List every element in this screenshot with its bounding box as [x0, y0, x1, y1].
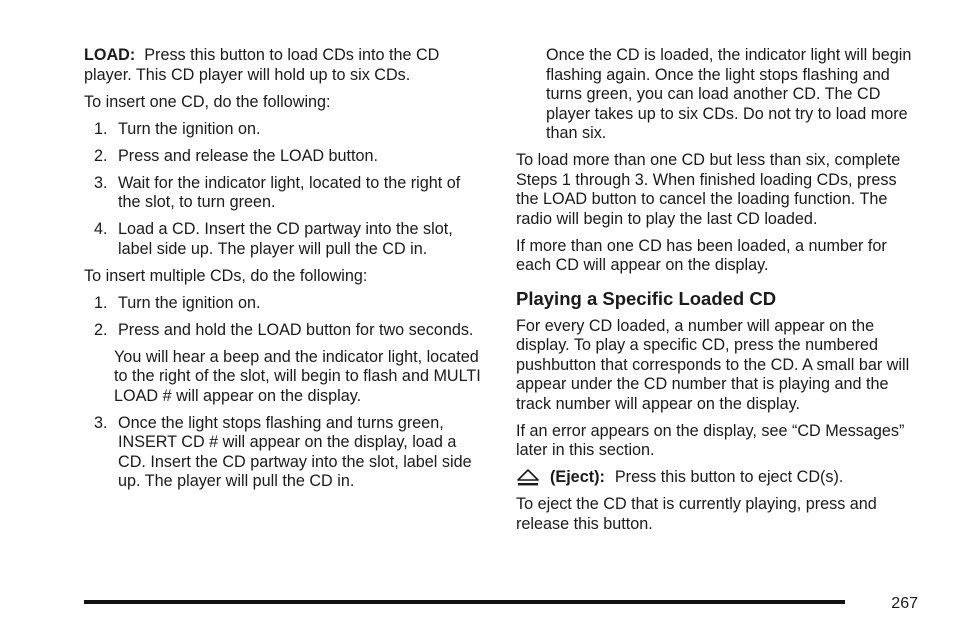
- page-number: 267: [891, 595, 918, 612]
- step-text: Press and hold the LOAD button for two seconds.: [118, 320, 474, 339]
- insert-multi-intro: To insert multiple CDs, do the following:: [84, 266, 368, 285]
- eject-paragraph: [516, 468, 921, 488]
- step-number: 1.: [94, 293, 108, 312]
- step-text: Once the light stops flashing and turns green, INSERT CD # will appear on the display, load a CD. Insert the CD partway into the slot, label side up. The player will pull the CD in.: [118, 413, 472, 490]
- number-appear-paragraph: If more than one CD has been loaded, a number for each CD will appear on the display.: [516, 236, 887, 274]
- step-text: Turn the ignition on.: [118, 119, 261, 138]
- step-text: Press and release the LOAD button.: [118, 146, 379, 165]
- step-number: 2.: [94, 320, 108, 339]
- insert-multi-steps: [84, 294, 486, 341]
- step-item: [84, 174, 486, 213]
- step-text: Wait for the indicator light, located to the right of the slot, to turn green.: [118, 173, 461, 211]
- step-continuation: Once the CD is loaded, the indicator light will begin flashing again. Once the light stops flashing and turns green, you can load another CD. The CD player takes up to six CDs. Do not try to load more than six.: [546, 46, 912, 142]
- step-text: Turn the ignition on.: [118, 293, 261, 312]
- eject-icon: [516, 469, 540, 487]
- eject-current-paragraph: To eject the CD that is currently playing, press and release this button.: [516, 495, 877, 533]
- step-number: 1.: [94, 119, 108, 138]
- error-paragraph: If an error appears on the display, see “CD Messages” later in this section.: [516, 421, 905, 459]
- step-item: [84, 294, 486, 314]
- step-number: 3.: [94, 173, 108, 192]
- load-paragraph: [84, 46, 486, 85]
- eject-label: (Eject):: [550, 468, 605, 486]
- step-item: [84, 414, 486, 492]
- step-number: 3.: [94, 413, 108, 432]
- step-item: [84, 120, 486, 140]
- step-item: [84, 220, 486, 259]
- step-item: [84, 321, 486, 341]
- section-heading: Playing a Specific Loaded CD: [516, 287, 777, 309]
- multi-load-note: You will hear a beep and the indicator light, located to the right of the slot, will begin to flash and MULTI LOAD # will appear on the display.: [114, 347, 481, 405]
- less-than-six-paragraph: To load more than one CD but less than six, complete Steps 1 through 3. When finished loading CDs, press the LOAD button to cancel the loading function. The radio will begin to play the last CD loaded.: [516, 151, 901, 228]
- footer-rule: [84, 600, 845, 604]
- step-item: [84, 147, 486, 167]
- step-number: 2.: [94, 146, 108, 165]
- insert-multi-steps-cont: [84, 414, 486, 492]
- load-label: LOAD:: [84, 46, 136, 64]
- right-column: [516, 46, 921, 542]
- step-text: Load a CD. Insert the CD partway into the slot, label side up. The player will pull the CD in.: [118, 220, 453, 258]
- left-column: [84, 46, 486, 499]
- load-text: Press this button to load CDs into the CD player. This CD player will hold up to six CDs.: [84, 46, 440, 84]
- specific-cd-paragraph: For every CD loaded, a number will appear on the display. To play a specific CD, press the numbered pushbutton that corresponds to the CD. A small bar will appear under the CD number that is playing and the track number will appear on the display.: [516, 316, 910, 413]
- step-number: 4.: [94, 220, 108, 238]
- eject-text: Press this button to eject CD(s).: [614, 468, 844, 486]
- insert-one-steps: [84, 120, 486, 260]
- insert-one-intro: To insert one CD, do the following:: [84, 92, 331, 111]
